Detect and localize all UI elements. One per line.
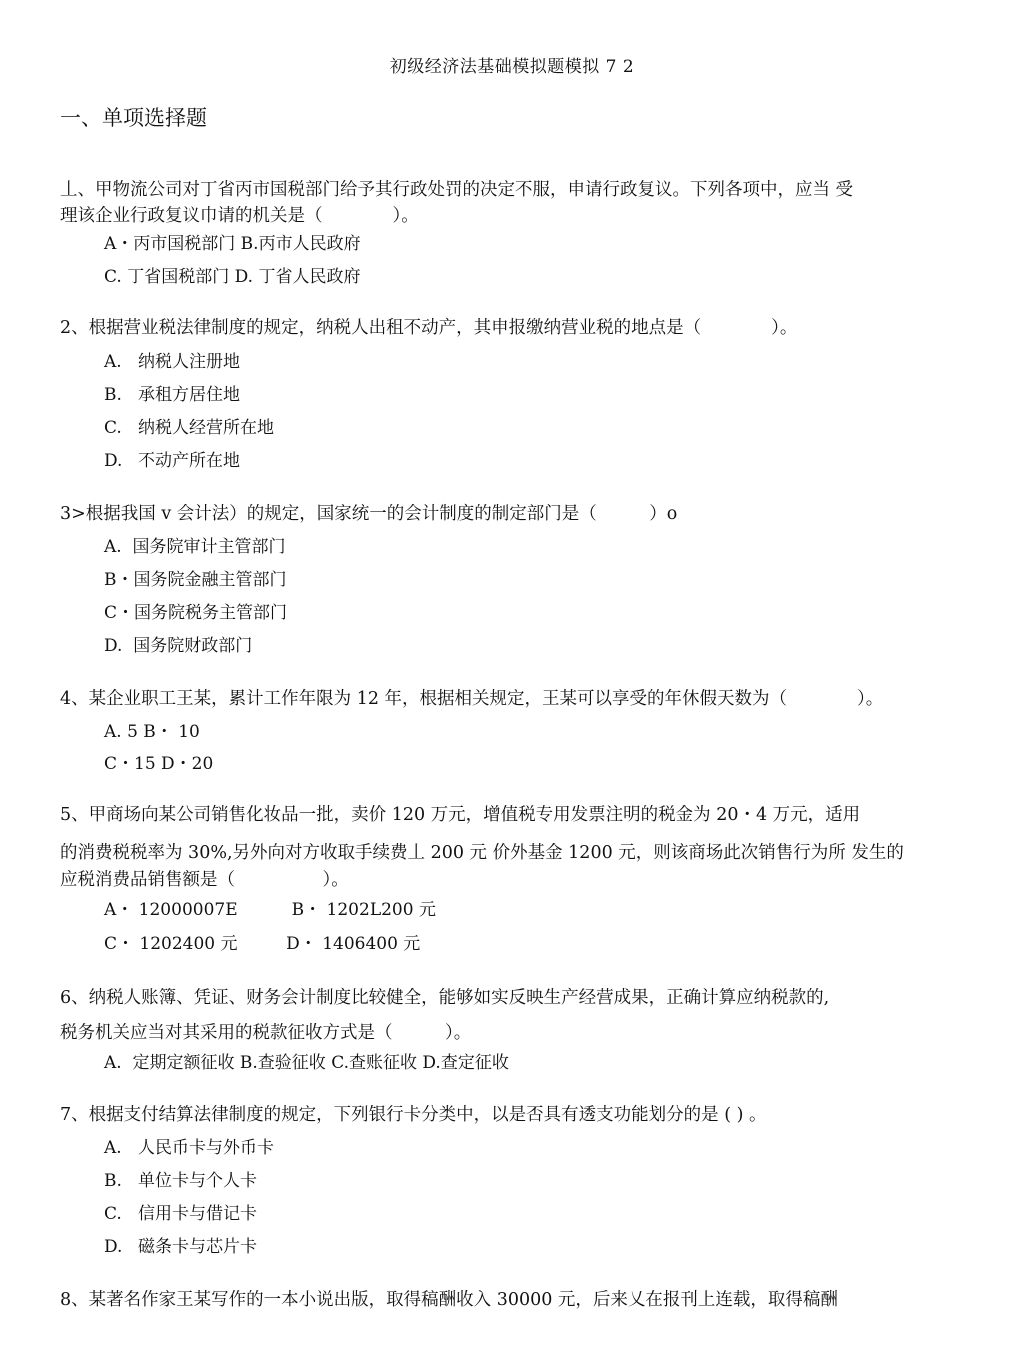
question-text: 应税消费品销售额是（ ）。 (60, 870, 349, 890)
option-label: D. (104, 451, 123, 471)
question-option (104, 1234, 257, 1260)
option-label: C. (104, 1204, 122, 1224)
option-text: 不动产所在地 (138, 451, 240, 471)
question-option: A. 国务院审计主管部门 (104, 537, 286, 557)
question-option (104, 349, 240, 375)
question-option (104, 1168, 257, 1194)
question-option: C・ 1202400 元 D・ 1406400 元 (104, 934, 421, 954)
question-option: A. 5 B・ 10 (104, 722, 200, 742)
question-text: 理该企业行政复议巾请的机关是（ ）。 (60, 206, 419, 226)
question-text: 2、根据营业税法律制度的规定，纳税人出租不动产，其申报缴纳营业税的地点是（ ）。 (60, 318, 798, 338)
question-option (104, 1201, 257, 1227)
question-text: 6、纳税人账簿、凭证、财务会计制度比较健全，能够如实反映生产经营成果，正确计算应纳税款的, (60, 988, 830, 1008)
question-option: C・15 D・20 (104, 754, 214, 774)
question-text: 4、某企业职工王某，累计工作年限为 12 年，根据相关规定，王某可以享受的年休假天数为（ ）。 (60, 689, 884, 709)
question-text: 7、根据支付结算法律制度的规定，下列银行卡分类中，以是否具有透支功能划分的是 ( ) 。 (60, 1105, 767, 1125)
question-option: A・丙市国税部门 B.丙市人民政府 (104, 234, 361, 254)
option-label: B. (104, 385, 122, 405)
option-text: 纳税人注册地 (138, 352, 240, 372)
document-title: 初级经济法基础模拟题模拟 7 2 (389, 57, 635, 77)
question-option: C. 丁省国税部门 D. 丁省人民政府 (104, 267, 361, 287)
option-text: 磁条卡与芯片卡 (138, 1237, 257, 1257)
question-option (104, 382, 240, 408)
option-label: A. (104, 352, 122, 372)
question-option (104, 415, 274, 441)
question-option: A・ 12000007E B・ 1202L200 元 (104, 900, 436, 920)
section-heading: 一、单项选择题 (60, 106, 207, 130)
question-text: 的消费税税率为 30%,另外向对方收取手续费丄 200 元 价外基金 1200 元，则该商场此次销售行为所 发生的 (60, 843, 904, 863)
question-option: A. 定期定额征收 B.查验征收 C.查账征收 D.查定征收 (104, 1053, 509, 1073)
option-text: 承租方居住地 (138, 385, 240, 405)
question-text: 税务机关应当对其采用的税款征收方式是（ ）。 (60, 1023, 472, 1043)
option-label: C. (104, 418, 122, 438)
question-option (104, 1135, 274, 1161)
question-option (104, 448, 240, 474)
question-option: D. 国务院财政部门 (104, 636, 253, 656)
option-text: 单位卡与个人卡 (138, 1171, 257, 1191)
question-text: 3>根据我国 v 会计法）的规定，国家统一的会计制度的制定部门是（ ）o (60, 504, 678, 524)
option-text: 纳税人经营所在地 (138, 418, 274, 438)
question-option: B・国务院金融主管部门 (104, 570, 287, 590)
question-text: 5、甲商场向某公司销售化妆品一批，卖价 120 万元，增值税专用发票注明的税金为 20・4 万元，适用 (60, 805, 861, 825)
option-label: A. (104, 1138, 122, 1158)
question-text: 8、某著名作家王某写作的一本小说出版，取得稿酬收入 30000 元，后来乂在报刊上连载，取得稿酬 (60, 1290, 838, 1310)
option-text: 人民币卡与外币卡 (138, 1138, 274, 1158)
question-option: C・国务院税务主管部门 (104, 603, 288, 623)
option-text: 信用卡与借记卡 (138, 1204, 257, 1224)
option-label: B. (104, 1171, 122, 1191)
question-text: 丄、甲物流公司对丁省丙市国税部门给予其行政处罚的决定不服，申请行政复议。下列各项中，应当 受 (60, 180, 854, 200)
option-label: D. (104, 1237, 123, 1257)
